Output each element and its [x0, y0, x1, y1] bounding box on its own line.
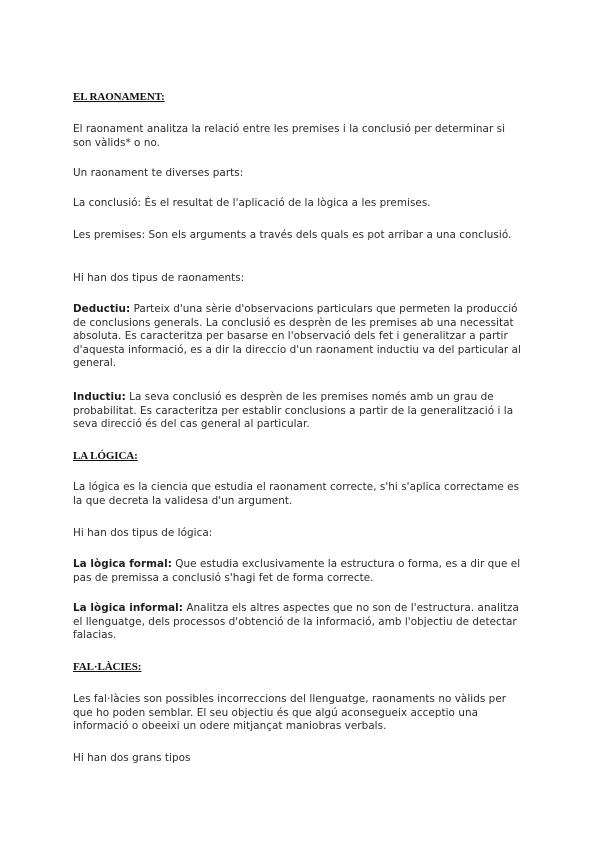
paragraph-inductive	[73, 391, 523, 432]
paragraph-raonament-intro: El raonament analitza la relació entre les premises i la conclusió per determinar si son vàlids* o no.	[73, 123, 506, 149]
text-inductive: La seva conclusió es desprèn de les premises només amb un grau de probabilitat. Es caracteritza per establir conclusions a partir de la generalització i la seva direcció és del cas general al particular.	[73, 391, 514, 430]
heading-logica: LA LÓGICA:	[73, 450, 138, 462]
paragraph-logica-intro: La lógica es la ciencia que estudia el raonament correcte, s'hi s'aplica correctame es la que decreta la validesa d'un argument.	[73, 481, 520, 507]
term-formal-logic: La lògica formal:	[73, 558, 172, 570]
paragraph-types-intro: Hi han dos tipus de raonaments:	[73, 272, 245, 284]
heading-fallacies: FAL·LÀCIES:	[73, 661, 142, 673]
term-deductive: Deductiu:	[73, 303, 131, 315]
paragraph-formal-logic	[73, 558, 523, 585]
paragraph-deductive	[73, 303, 523, 371]
paragraph-fallacies-intro: Les fal·làcies son possibles incorreccions del llenguatge, raonaments no vàlids per que ho poden semblar. El seu objectiu és que algú aconsegueix acceptio una informació o obeeixi un odere mitjançat maniobras verbals.	[73, 693, 507, 732]
paragraph-informal-logic	[73, 602, 523, 643]
text-deductive: Parteix d'una sèrie d'observacions particulars que permeten la producció de conclusions generals. La conclusió es desprèn de les premises ab una necessitat absoluta. Es caracteritza per basarse en l'observació dels fet i generalitzar a partir d'aquesta informació, es a dir la direccio d'un raonament inductiu va del particular al general.	[73, 303, 521, 369]
text-informal-logic: Analitza els altres aspectes que no son de l'estructura. analitza el llenguatge, dels processos d'obtenció de la informació, amb l'objectiu de detectar falacias.	[73, 602, 519, 641]
paragraph-logica-types-intro: Hi han dos tipus de lógica:	[73, 527, 213, 539]
heading-raonament: EL RAONAMENT:	[73, 91, 165, 103]
paragraph-parts-intro: Un raonament te diverses parts:	[73, 167, 244, 179]
term-informal-logic: La lògica informal:	[73, 602, 183, 614]
paragraph-premises: Les premises: Son els arguments a través dels quals es pot arribar a una conclusió.	[73, 229, 512, 241]
paragraph-fallacies-types-intro: Hi han dos grans tipos	[73, 752, 191, 764]
paragraph-conclusion: La conclusió: És el resultat de l'aplicació de la lògica a les premises.	[73, 197, 431, 209]
text-formal-logic: Que estudia exclusivamente la estructura o forma, es a dir que el pas de premissa a conclusió s'hagi fet de forma correcte.	[73, 558, 521, 584]
term-inductive: Inductiu:	[73, 391, 126, 403]
